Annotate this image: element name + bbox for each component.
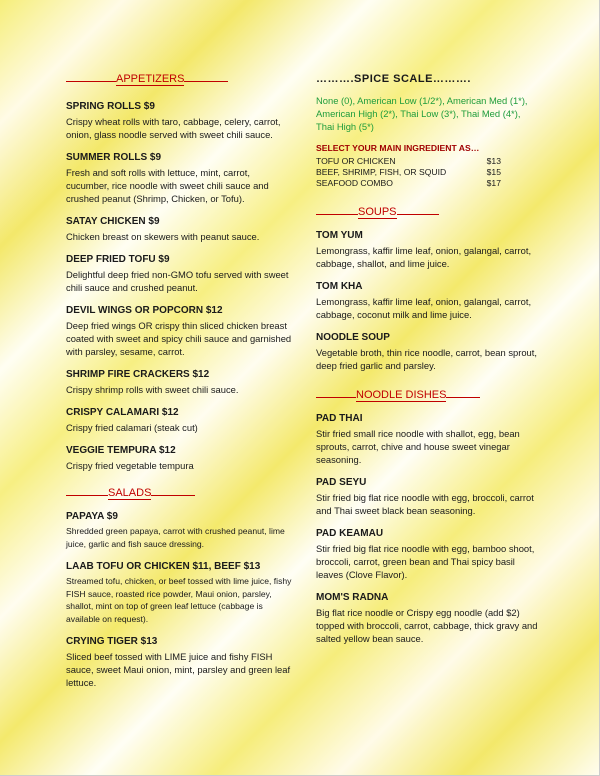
item-desc: Crispy shrimp rolls with sweet chili sauce.: [66, 384, 239, 395]
ingredient-heading: SELECT YOUR MAIN INGREDIENT AS…: [316, 143, 480, 153]
item-title: PAPAYA $9: [66, 511, 118, 522]
ingredient-name: BEEF, SHRIMP, FISH, OR SQUID: [316, 167, 447, 177]
menu-item: [316, 280, 538, 321]
item-desc: Lemongrass, kaffir lime leaf, onion, galangal, carrot, cabbage, shallot, and lime juice.: [316, 245, 532, 269]
menu-item: [66, 635, 292, 689]
item-title: CRYING TIGER $13: [66, 636, 158, 647]
salads-heading: SALADS: [66, 486, 292, 500]
item-desc: Vegetable broth, thin rice noodle, carrot, bean sprout, deep fried garlic and parsley.: [316, 347, 537, 371]
item-title: PAD THAI: [316, 413, 363, 424]
price-row: [316, 178, 501, 189]
menu-item: [66, 304, 292, 358]
ingredient-price: $15: [486, 167, 501, 177]
item-desc: Crispy fried calamari (steak cut): [66, 422, 198, 433]
menu-item: [66, 444, 292, 472]
item-title: DEEP FRIED TOFU $9: [66, 254, 170, 265]
menu-item: [316, 476, 538, 517]
spice-scale-heading: ……….SPICE SCALE……….: [316, 73, 471, 85]
item-desc: Shredded green papaya, carrot with crushed peanut, lime juice, garlic and fish sauce dressing.: [66, 526, 285, 549]
menu-item: [316, 591, 538, 645]
menu-item: [66, 368, 292, 396]
right-column: [316, 72, 538, 655]
menu-item: [66, 151, 292, 205]
item-desc: Lemongrass, kaffir lime leaf, onion, galangal, carrot, cabbage, coconut milk and lime juice.: [316, 296, 532, 320]
item-title: SATAY CHICKEN $9: [66, 216, 160, 227]
item-title: TOM YUM: [316, 230, 363, 241]
menu-item: [66, 215, 292, 243]
item-desc: Big flat rice noodle or Crispy egg noodle (add $2) topped with broccoli, carrot, cabbage, thick gravy and salted yellow bean sauce.: [316, 607, 538, 644]
item-title: SUMMER ROLLS $9: [66, 152, 162, 163]
item-title: PAD KEAMAU: [316, 528, 384, 539]
noodle-dishes-heading: NOODLE DISHES: [316, 388, 538, 402]
menu-item: [66, 253, 292, 294]
item-desc: Streamed tofu, chicken, or beef tossed with lime juice, fishy FISH sauce, roasted rice powder, Maui onion, parsley, shallot, mint on top of green leaf lettuce (cabbage is available on request).: [66, 576, 292, 624]
item-title: SPRING ROLLS $9: [66, 101, 155, 112]
item-desc: Chicken breast on skewers with peanut sauce.: [66, 231, 260, 242]
item-desc: Deep fried wings OR crispy thin sliced chicken breast coated with sweet and spicy chili sauce and garnished with parsley, sesame, carrot.: [66, 320, 292, 357]
menu-item: [66, 406, 292, 434]
item-title: LAAB TOFU OR CHICKEN $11, BEEF $13: [66, 561, 261, 572]
spice-levels: None (0), American Low (1/2*), American Med (1*), American High (2*), Thai Low (3*), Thai Med (4*), Thai High (5*): [316, 95, 528, 132]
item-desc: Fresh and soft rolls with lettuce, mint, carrot, cucumber, rice noodle with sweet chili sauce and crushed peanut (Shrimp, Chicken, or Tofu).: [66, 167, 269, 204]
item-desc: Sliced beef tossed with LIME juice and fishy FISH sauce, sweet Maui onion, mint, parsley and green leaf lettuce.: [66, 651, 291, 688]
menu-item: [316, 229, 538, 270]
menu-item: [66, 510, 292, 550]
item-desc: Crispy fried vegetable tempura: [66, 460, 194, 471]
item-desc: Crispy wheat rolls with taro, cabbage, celery, carrot, onion, glass noodle served with sweet chili sauce.: [66, 116, 281, 140]
menu-item: [66, 560, 292, 625]
item-title: TOM KHA: [316, 281, 363, 292]
price-row: [316, 156, 501, 167]
item-desc: Delightful deep fried non-GMO tofu served with sweet chili sauce and crushed peanut.: [66, 269, 289, 293]
ingredient-price: $17: [486, 178, 501, 188]
ingredient-price: $13: [486, 156, 501, 166]
appetizers-heading: APPETIZERS: [66, 72, 292, 86]
menu-item: [66, 100, 292, 141]
menu-item: [316, 331, 538, 372]
item-title: VEGGIE TEMPURA $12: [66, 445, 176, 456]
ingredient-name: TOFU OR CHICKEN: [316, 156, 396, 166]
menu-item: [316, 527, 538, 581]
price-row: [316, 167, 501, 178]
item-title: NOODLE SOUP: [316, 332, 390, 343]
item-desc: Stir fried big flat rice noodle with egg, broccoli, carrot and Thai sweet black bean seasoning.: [316, 492, 534, 516]
menu-item: [316, 412, 538, 466]
item-title: PAD SEYU: [316, 477, 367, 488]
item-title: SHRIMP FIRE CRACKERS $12: [66, 369, 210, 380]
item-desc: Stir fried big flat rice noodle with egg, bamboo shoot, broccoli, carrot, green bean and Thai spicy basil leaves (Clove Flavor).: [316, 543, 535, 580]
item-desc: Stir fried small rice noodle with shallot, egg, bean sprouts, carrot, chive and house sweet vinegar seasoning.: [316, 428, 520, 465]
left-column: [66, 72, 292, 699]
item-title: DEVIL WINGS OR POPCORN $12: [66, 305, 223, 316]
item-title: MOM'S RADNA: [316, 592, 389, 603]
item-title: CRISPY CALAMARI $12: [66, 407, 179, 418]
soups-heading: SOUPS: [316, 205, 538, 219]
ingredient-price-table: [316, 156, 501, 189]
ingredient-name: SEAFOOD COMBO: [316, 178, 393, 188]
